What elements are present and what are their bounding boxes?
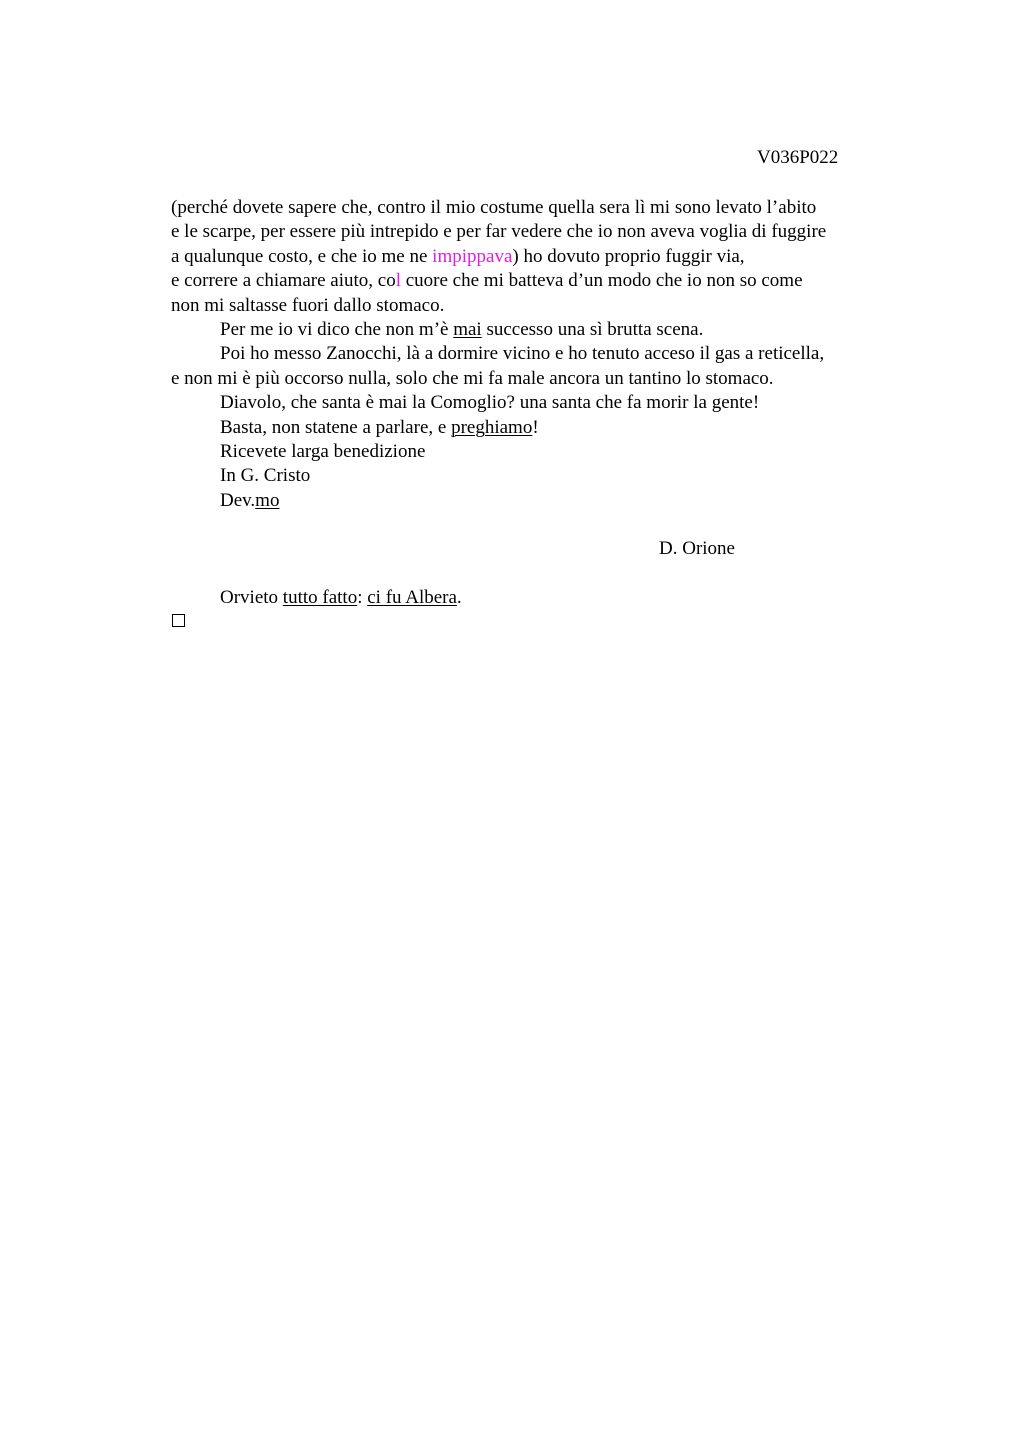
text-fragment: successo una sì brutta scena. xyxy=(481,318,704,340)
text-line: non mi saltasse fuori dallo stomaco. xyxy=(171,294,445,316)
text-fragment: ! xyxy=(532,416,539,438)
text-fragment: e correre a chiamare aiuto, co xyxy=(171,270,396,292)
underlined-phrase: tutto fatto xyxy=(282,587,358,608)
closing-line: Ricevete larga benedizione xyxy=(220,440,426,462)
text-fragment: a qualunque costo, e che io me ne xyxy=(171,245,433,267)
highlighted-letter: l xyxy=(395,270,401,292)
text-line: Diavolo, che santa è mai la Comoglio? una santa che fa morir la gente! xyxy=(220,392,760,414)
text-line xyxy=(171,245,891,269)
text-fragment: : xyxy=(357,587,368,608)
text-line: (perché dovete sapere che, contro il mio costume quella sera lì mi sono levato l’abito xyxy=(171,197,817,218)
text-line xyxy=(171,318,891,342)
text-line xyxy=(171,269,891,293)
letter-body xyxy=(171,196,891,513)
signature: D. Orione xyxy=(659,538,735,559)
postscript xyxy=(220,587,462,609)
underlined-word: preghiamo xyxy=(451,416,533,438)
text-fragment: . xyxy=(456,587,462,608)
text-fragment: ) ho dovuto proprio fuggir via, xyxy=(512,245,745,267)
text-fragment: Dev. xyxy=(220,489,256,511)
checkbox-icon xyxy=(172,614,185,627)
page-reference: V036P022 xyxy=(757,147,839,168)
text-line: e le scarpe, per essere più intrepido e per far vedere che io non aveva voglia di fuggire xyxy=(171,221,827,243)
text-line: e non mi è più occorso nulla, solo che mi fa male ancora un tantino lo stomaco. xyxy=(171,367,774,389)
underlined-abbreviation: mo xyxy=(255,489,280,511)
highlighted-word: impippava xyxy=(432,245,513,267)
text-line: Poi ho messo Zanocchi, là a dormire vicino e ho tenuto acceso il gas a reticella, xyxy=(220,343,825,365)
closing-line: In G. Cristo xyxy=(220,465,311,487)
text-fragment: Per me io vi dico che non m’è xyxy=(220,318,454,340)
text-fragment: Orvieto xyxy=(220,587,283,608)
text-line xyxy=(171,416,891,440)
text-fragment: cuore che mi batteva d’un modo che io non so come xyxy=(400,270,803,292)
text-fragment: Basta, non statene a parlare, e xyxy=(220,416,452,438)
underlined-phrase: ci fu Albera xyxy=(367,587,457,608)
underlined-word: mai xyxy=(453,318,482,340)
closing-line xyxy=(171,489,891,513)
